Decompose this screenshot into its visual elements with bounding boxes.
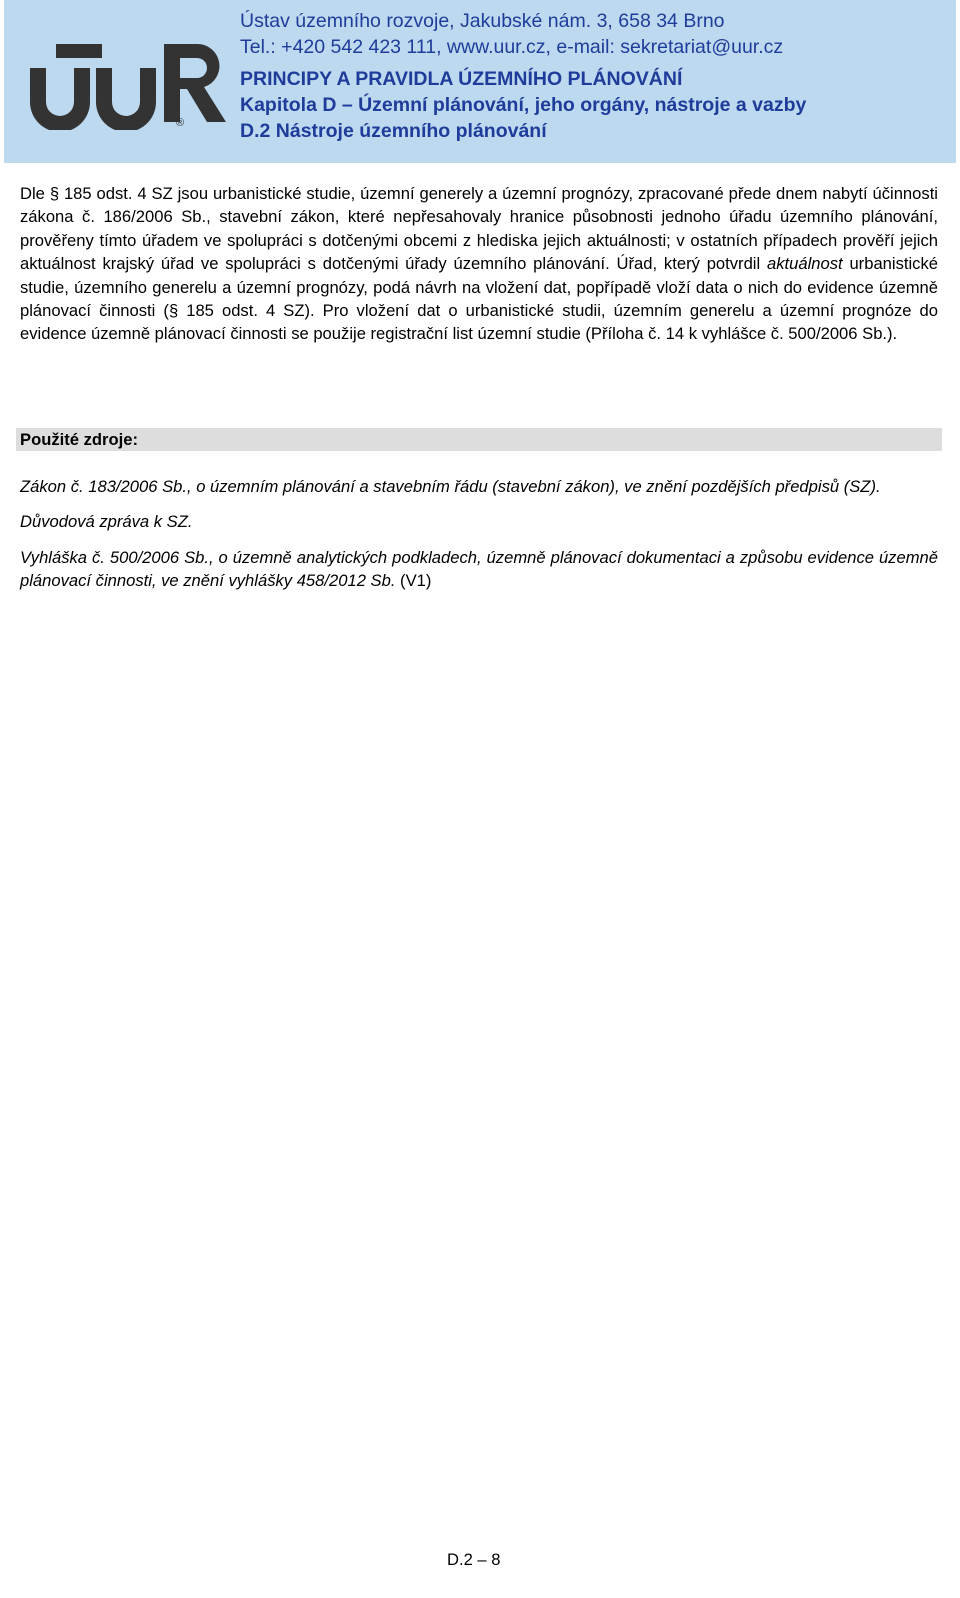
section-sign: §: [168, 301, 179, 321]
paragraph-part-a: 185 odst. 4 SZ jsou urbanistické studie, územní generely a územní prognózy, zpracované přede dnem nabytí účinnosti zákona č. 186/2006 Sb., stavební zákon, které nepřesahovaly hranice působnosti jednoho úřadu územního plánování, prověřeny tímto úřadem ve spolupráci s dotčenými obcemi z hlediska jejich aktuálnosti; v ostatních případech prověří jejich aktuálnost krajský úřad ve spolupráci s dotčenými úřady územního plánování. Úřad, který potvrdil: [20, 184, 938, 274]
paragraph-part-c: 185 odst. 4 SZ). Pro vložení dat o urbanistické studii, územním generelu a územní prognóze do evidence územně plánovací činnosti se použije registrační list územní studie (Příloha č. 14 k vyhlášce č. 500/2006 Sb.).: [20, 301, 938, 344]
paragraph-part-b: urbanistické studie, územního generelu a územní prognózy, podá návrh na vložení dat, popřípadě vloží data o nich do evidence územně plánovací činnosti (: [20, 254, 939, 321]
header-text: [240, 8, 946, 144]
section-title: D.2 Nástroje územního plánování: [240, 120, 547, 142]
sources-heading-bar: [16, 428, 942, 451]
sources-heading: Použité zdroje:: [20, 430, 139, 449]
institute-address: Ústav územního rozvoje, Jakubské nám. 3, 658 34 Brno: [240, 10, 725, 32]
document-title: PRINCIPY A PRAVIDLA ÚZEMNÍHO PLÁNOVÁNÍ: [240, 68, 683, 90]
paragraph-start: Dle: [20, 184, 45, 203]
registered-mark: ®: [176, 117, 185, 129]
version-note: (V1): [395, 571, 432, 591]
source-text: Vyhláška č. 500/2006 Sb., o územně analytických podkladech, územně plánovací dokumentaci a způsobu evidence územně plánovací činnosti, ve znění vyhlášky 458/2012 Sb.: [20, 547, 938, 591]
institute-contacts: Tel.: +420 542 423 111, www.uur.cz, e-mail: sekretariat@uur.cz: [240, 36, 784, 58]
page-number: D.2 – 8: [447, 1550, 501, 1569]
chapter-title: Kapitola D – Územní plánování, jeho orgány, nástroje a vazby: [240, 94, 807, 116]
source-item: Důvodová zpráva k SZ.: [20, 512, 193, 532]
body-paragraph: [20, 182, 938, 346]
source-item: Zákon č. 183/2006 Sb., o územním plánování a stavebním řádu (stavební zákon), ve znění pozdějších předpisů (SZ).: [20, 477, 881, 496]
main-content: [20, 182, 938, 346]
uur-logo: [26, 40, 226, 130]
source-item: [20, 546, 938, 593]
section-sign: §: [49, 184, 60, 203]
sources-list: [20, 475, 938, 605]
paragraph-emphasis: aktuálnost: [767, 254, 843, 274]
page-header: [4, 0, 956, 163]
